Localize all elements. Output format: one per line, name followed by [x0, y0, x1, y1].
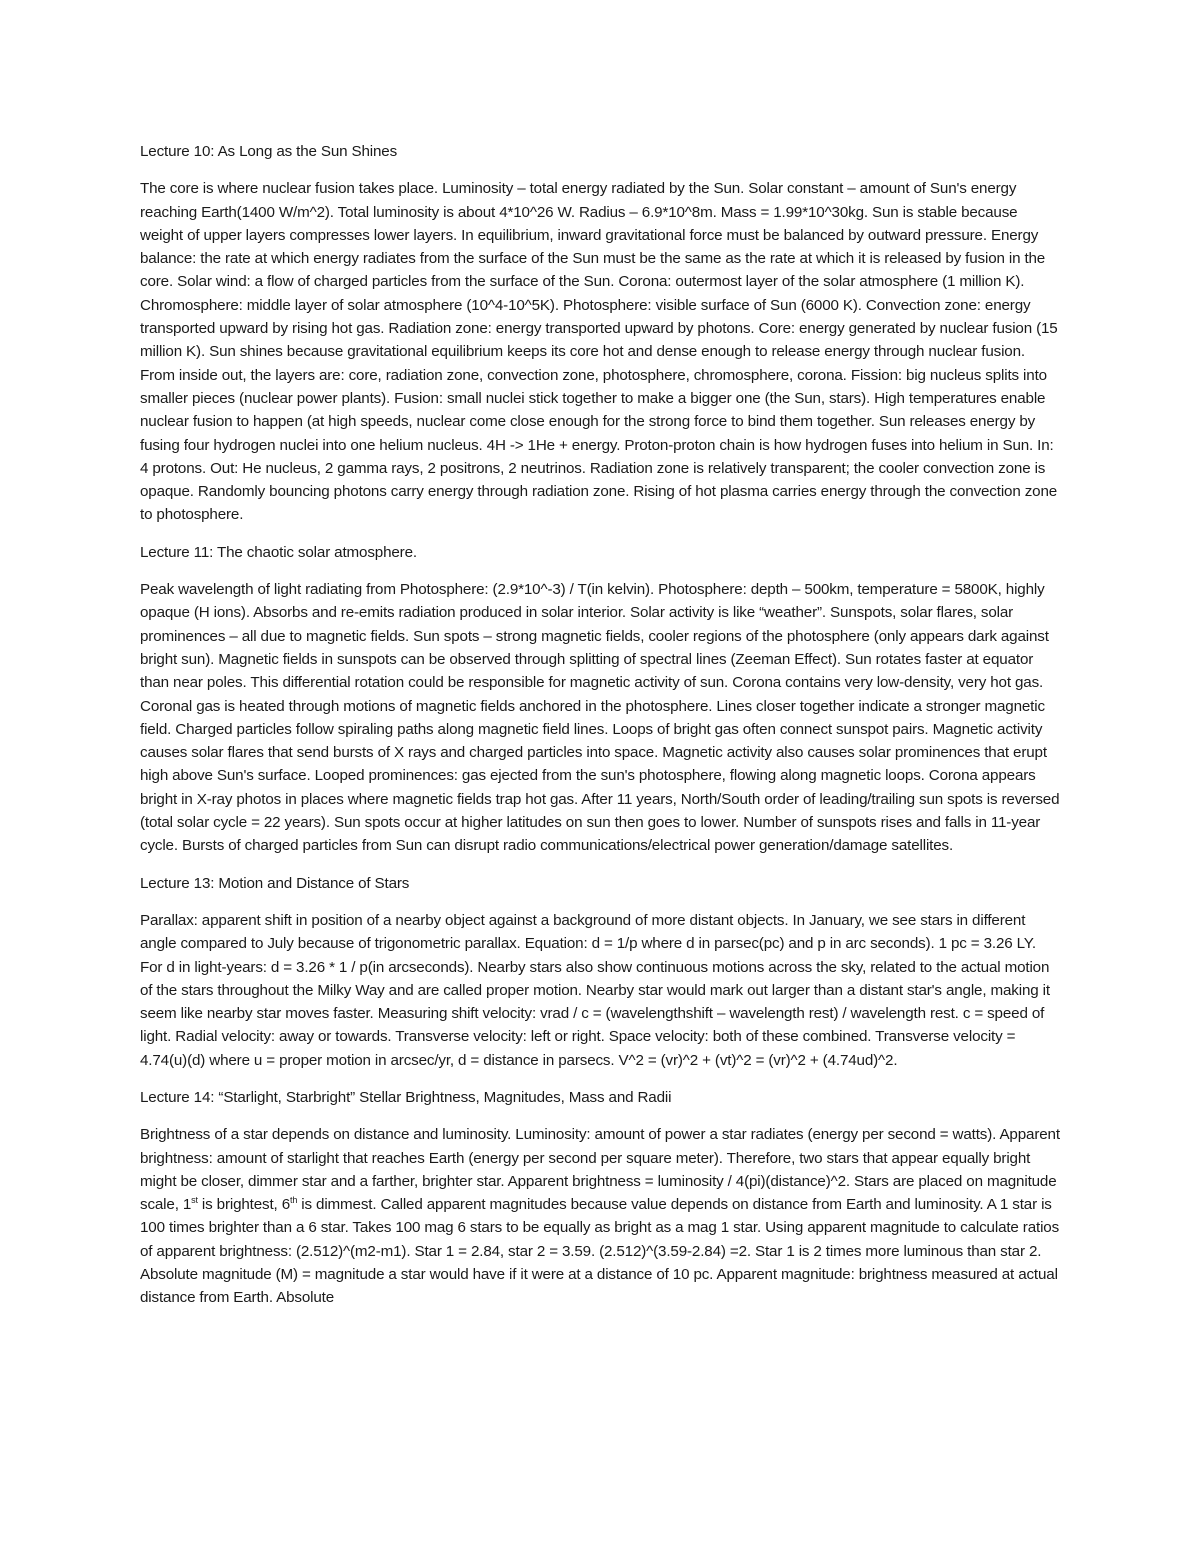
section-body-lecture-10: The core is where nuclear fusion takes place. Luminosity – total energy radiated by the Sun. Solar constant – amount of Sun's energy reaching Earth(1400 W/m^2). Total luminosity is about 4*10^26 W. Radius – 6.9*10^8m. Mass = 1.99*10^30kg. Sun is stable because weight of upper layers compresses lower layers. In equilibrium, inward gravitational force must be balanced by outward pressure. Energy balance: the rate at which energy radiates from the surface of the Sun must be the same as the rate at which it is released by fusion in the core. Solar wind: a flow of charged particles from the surface of the Sun. Corona: outermost layer of the solar atmosphere (1 million K). Chromosphere: middle layer of solar atmosphere (10^4-10^5K). Photosphere: visible surface of Sun (6000 K). Convection zone: energy transported upward by rising hot gas. Radiation zone: energy transported upward by photons. Core: energy generated by nuclear fusion (15 million K). Sun shines because gravitational equilibrium keeps its core hot and dense enough to release energy through nuclear fusion. From inside out, the layers are: core, radiation zone, convection zone, photosphere, chromosphere, corona. Fission: big nucleus splits into smaller pieces (nuclear power plants). Fusion: small nuclei stick together to make a bigger one (the Sun, stars). High temperatures enable nuclear fusion to happen (at high speeds, nuclear come close enough for the strong force to bind them together. Sun releases energy by fusing four hydrogen nuclei into one helium nucleus. 4H -> 1He + energy. Proton-proton chain is how hydrogen fuses into helium in Sun. In: 4 protons. Out: He nucleus, 2 gamma rays, 2 positrons, 2 neutrinos. Radiation zone is relatively transparent; the cooler convection zone is opaque. Randomly bouncing photons carry energy through radiation zone. Rising of hot plasma carries energy through the convection zone to photosphere. [140, 180, 1058, 524]
body-text: is dimmest. Called apparent magnitudes because value depends on distance from Earth and luminosity. A 1 star is 100 times brighter than a 6 star. Takes 100 mag 6 stars to be equally as bright as a mag 1 star. Using apparent magnitude to calculate ratios of apparent brightness: (2.512)^(m2-m1). Star 1 = 2.84, star 2 = 3.59. (2.512)^(3.59-2.84) =2. Star 1 is 2 times more luminous than star 2. Absolute magnitude (M) = magnitude a star would have if it were at a distance of 10 pc. Apparent magnitude: brightness measured at actual distance from Earth. Absolute [140, 1196, 1060, 1307]
body-text: Brightness of a star depends on distance and luminosity. Luminosity: amount of power a star radiates (energy per second = watts). Apparent brightness: amount of starlight that reaches Earth (energy per second per square meter). Therefore, two stars that appear equally bright might be closer, dimmer star and a farther, brighter star. Apparent brightness = luminosity / 4(pi)(distance)^2. Stars are placed on magnitude scale, 1 [140, 1126, 1060, 1214]
section-body-lecture-14 [140, 1123, 1060, 1309]
section-heading-lecture-10: Lecture 10: As Long as the Sun Shines [140, 143, 398, 160]
section-body-lecture-11: Peak wavelength of light radiating from Photosphere: (2.9*10^-3) / T(in kelvin). Photosphere: depth – 500km, temperature = 5800K, highly opaque (H ions). Absorbs and re-emits radiation produced in solar interior. Solar activity is like “weather”. Sunspots, solar flares, solar prominences – all due to magnetic fields. Sun spots – strong magnetic fields, cooler regions of the photosphere (only appears dark against bright sun). Magnetic fields in sunspots can be observed through splitting of spectral lines (Zeeman Effect). Sun rotates faster at equator than near poles. This differential rotation could be responsible for magnetic activity of sun. Corona contains very low-density, very hot gas. Coronal gas is heated through motions of magnetic fields anchored in the photosphere. Lines closer together indicate a stronger magnetic field. Charged particles follow spiraling paths along magnetic field lines. Loops of bright gas often connect sunspot pairs. Magnetic activity causes solar flares that send bursts of X rays and charged particles into space. Magnetic activity also causes solar prominences that erupt high above Sun's surface. Looped prominences: gas ejected from the sun's photosphere, flowing along magnetic loops. Corona appears bright in X-ray photos in places where magnetic fields trap hot gas. After 11 years, North/South order of leading/trailing sun spots is reversed (total solar cycle = 22 years). Sun spots occur at higher latitudes on sun then goes to lower. Number of sunspots rises and falls in 11-year cycle. Bursts of charged particles from Sun can disrupt radio communications/electrical power generation/damage satellites. [140, 581, 1060, 855]
body-text: is brightest, 6 [197, 1196, 290, 1214]
section-heading-lecture-11: Lecture 11: The chaotic solar atmosphere. [140, 543, 417, 561]
superscript: th [290, 1195, 298, 1206]
section-heading-lecture-14: Lecture 14: “Starlight, Starbright” Stellar Brightness, Magnitudes, Mass and Radii [140, 1088, 672, 1106]
section-heading-lecture-13: Lecture 13: Motion and Distance of Stars [140, 874, 410, 892]
superscript: st [191, 1195, 198, 1206]
document-page [140, 140, 1060, 1324]
section-body-lecture-13: Parallax: apparent shift in position of a nearby object against a background of more distant objects. In January, we see stars in different angle compared to July because of trigonometric parallax. Equation: d = 1/p where d in parsec(pc) and p in arc seconds). 1 pc = 3.26 LY. For d in light-years: d = 3.26 * 1 / p(in arcseconds). Nearby stars also show continuous motions across the sky, related to the actual motion of the stars throughout the Milky Way and are called proper motion. Nearby star would mark out larger than a distant star's angle, making it seem like nearby star moves faster. Measuring shift velocity: vrad / c = (wavelengthshift – wavelength rest) / wavelength rest. c = speed of light. Radial velocity: away or towards. Transverse velocity: left or right. Space velocity: both of these combined. Transverse velocity = 4.74(u)(d) where u = proper motion in arcsec/yr, d = distance in parsecs. V^2 = (vr)^2 + (vt)^2 = (vr)^2 + (4.74ud)^2. [140, 911, 1050, 1069]
